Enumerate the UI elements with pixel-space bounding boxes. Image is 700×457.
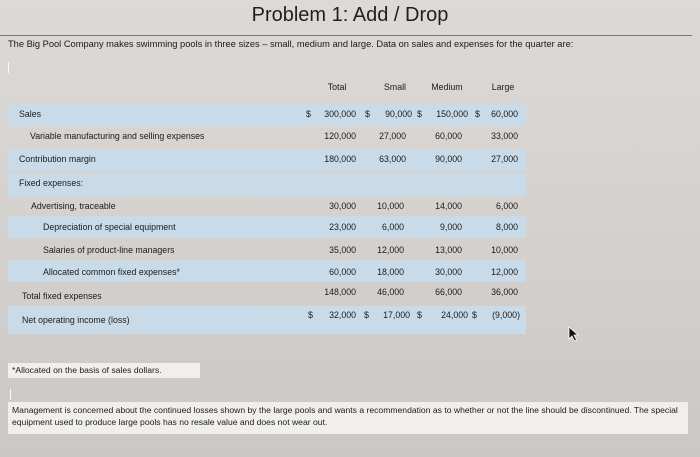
col-header-large: Large	[491, 82, 515, 92]
cell-total: 148,000	[324, 287, 356, 297]
row-label: Salaries of product-line managers	[43, 245, 175, 255]
cell-medium: 30,000	[435, 267, 462, 277]
cell-total: 35,000	[329, 245, 356, 255]
cell-small: 17,000	[383, 310, 410, 320]
table-row-depreciation	[8, 216, 526, 238]
cell-medium: 150,000	[436, 109, 468, 119]
cell-total: 300,000	[324, 109, 356, 119]
intro-text: The Big Pool Company makes swimming pools in three sizes – small, medium and large. Data on sales and expenses for the quarter are:	[8, 39, 574, 49]
closing-paragraph: Management is concerned about the continued losses shown by the large pools and wants a recommendation as to whether or not the line should be discontinued. The special equipment used to produce large pools has no resale value and does not wear out.	[8, 402, 688, 434]
table-row-allocated-common	[8, 260, 526, 282]
title-divider	[0, 35, 692, 36]
cell-medium: 9,000	[439, 222, 462, 232]
col-header-small: Small	[384, 82, 406, 92]
cell-small: 46,000	[377, 287, 404, 297]
row-label: Fixed expenses:	[19, 178, 84, 188]
row-label: Sales	[19, 109, 42, 119]
cell-medium: 13,000	[435, 245, 462, 255]
income-statement-table	[8, 80, 526, 336]
cell-total: 30,000	[329, 201, 356, 211]
cell-medium: 60,000	[435, 131, 462, 141]
cell-large: (9,000)	[492, 310, 520, 320]
cell-medium: 24,000	[441, 310, 468, 320]
cell-small: 90,000	[385, 109, 412, 119]
table-row-advertising	[8, 196, 526, 216]
cell-large: 36,000	[491, 287, 518, 297]
dollar-sign: $	[365, 109, 370, 119]
row-label: Net operating income (loss)	[22, 315, 130, 325]
cell-small: 18,000	[377, 267, 404, 277]
table-row-sales	[8, 104, 526, 126]
cell-large: 60,000	[491, 109, 518, 119]
row-label: Allocated common fixed expenses*	[43, 267, 180, 277]
row-label: Advertising, traceable	[31, 201, 116, 211]
table-row-contribution-margin	[8, 149, 526, 171]
cell-small: 63,000	[379, 154, 406, 164]
cell-total: 32,000	[329, 310, 356, 320]
cell-large: 33,000	[491, 131, 518, 141]
mouse-pointer-icon	[568, 326, 580, 342]
cell-total: 120,000	[324, 131, 356, 141]
cell-small: 12,000	[377, 245, 404, 255]
row-label: Contribution margin	[19, 154, 96, 164]
cell-total: 180,000	[324, 154, 356, 164]
text-cursor	[8, 62, 9, 73]
row-label: Depreciation of special equipment	[43, 222, 176, 232]
dollar-sign: $	[364, 310, 369, 320]
cell-large: 27,000	[491, 154, 518, 164]
cell-large: 10,000	[491, 245, 518, 255]
col-header-total: Total	[327, 82, 347, 92]
table-row-net-operating-income	[8, 306, 526, 334]
slide-title: Problem 1: Add / Drop	[251, 4, 449, 26]
cell-small: 27,000	[379, 131, 406, 141]
row-label: Variable manufacturing and selling expenses	[30, 131, 205, 141]
table-row-fixed-expenses-heading	[8, 174, 526, 196]
cell-total: 23,000	[329, 222, 356, 232]
dollar-sign: $	[308, 310, 313, 320]
cell-total: 60,000	[329, 267, 356, 277]
cell-large: 6,000	[495, 201, 518, 211]
cell-medium: 90,000	[435, 154, 462, 164]
dollar-sign: $	[417, 109, 422, 119]
dollar-sign: $	[417, 310, 422, 320]
dollar-sign: $	[472, 310, 477, 320]
cell-large: 12,000	[491, 267, 518, 277]
table-row-variable-expenses	[8, 128, 526, 148]
dollar-sign: $	[475, 109, 480, 119]
cell-large: 8,000	[495, 222, 518, 232]
text-cursor	[10, 389, 11, 400]
table-row-salaries	[8, 238, 526, 260]
table-row-total-fixed	[8, 284, 526, 304]
dollar-sign: $	[306, 109, 311, 119]
footnote: *Allocated on the basis of sales dollars.	[8, 363, 200, 378]
row-label: Total fixed expenses	[22, 291, 102, 301]
cell-small: 10,000	[377, 201, 404, 211]
col-header-medium: Medium	[431, 82, 463, 92]
cell-medium: 66,000	[435, 287, 462, 297]
cell-medium: 14,000	[435, 201, 462, 211]
cell-small: 6,000	[381, 222, 404, 232]
